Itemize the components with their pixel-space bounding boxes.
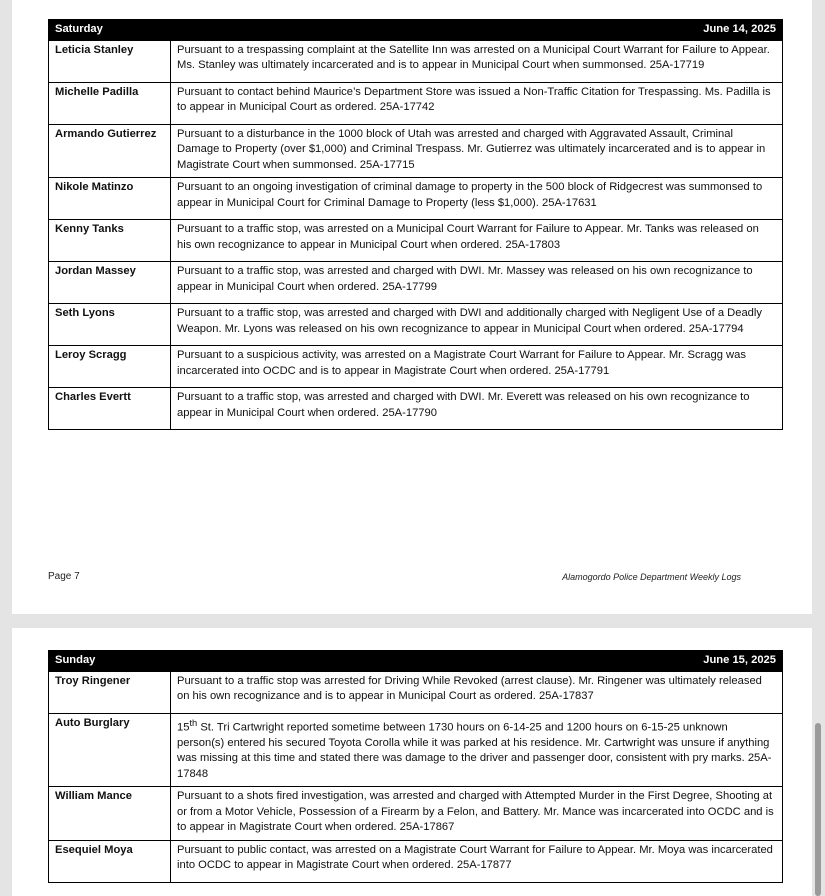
table-row	[49, 124, 783, 178]
entry-name: William Mance	[49, 787, 171, 841]
entry-text: Pursuant to a traffic stop, was arrested on a Municipal Court Warrant for Failure to Appear. Mr. Tanks was released on his own recognizance to appear in Municipal Court when ordered. 25A-17803	[171, 220, 783, 262]
day-date: June 14, 2025	[171, 20, 783, 41]
entry-name: Armando Gutierrez	[49, 124, 171, 178]
entry-name: Jordan Massey	[49, 262, 171, 304]
table-row	[49, 840, 783, 882]
sunday-log-table	[48, 650, 783, 883]
entry-name: Esequiel Moya	[49, 840, 171, 882]
day-label: Sunday	[49, 651, 171, 672]
entry-name: Michelle Padilla	[49, 82, 171, 124]
table-row	[49, 40, 783, 82]
day-date: June 15, 2025	[171, 651, 783, 672]
entry-name: Seth Lyons	[49, 304, 171, 346]
day-header-row	[49, 651, 783, 672]
table-row	[49, 713, 783, 787]
entry-text: Pursuant to a traffic stop, was arrested and charged with DWI and additionally charged with Negligent Use of a Deadly Weapon. Mr. Lyons was released on his own recognizance to appear in Municipal Court when ordered. 25A-17794	[171, 304, 783, 346]
vertical-scrollbar[interactable]	[815, 723, 821, 896]
entry-name: Auto Burglary	[49, 713, 171, 787]
entry-text: Pursuant to a disturbance in the 1000 block of Utah was arrested and charged with Aggravated Assault, Criminal Damage to Property (over $1,000) and Criminal Trespass. Mr. Gutierrez was ultimately incarcerated and is to appear in Magistrate Court when summonsed. 25A-17715	[171, 124, 783, 178]
page-number: Page 7	[48, 571, 80, 582]
entry-text: Pursuant to contact behind Maurice’s Department Store was issued a Non-Traffic Citation for Trespassing. Ms. Padilla is to appear in Municipal Court as ordered. 25A-17742	[171, 82, 783, 124]
entry-name: Charles Evertt	[49, 388, 171, 430]
footer-title: Alamogordo Police Department Weekly Logs	[562, 572, 741, 582]
street-number: 15	[177, 721, 190, 734]
table-row	[49, 220, 783, 262]
entry-text: Pursuant to a traffic stop, was arrested and charged with DWI. Mr. Massey was released on his own recognizance to appear in Municipal Court when ordered. 25A-17799	[171, 262, 783, 304]
table-row	[49, 178, 783, 220]
entry-name: Leticia Stanley	[49, 40, 171, 82]
table-row	[49, 82, 783, 124]
day-header-row	[49, 20, 783, 41]
entry-name: Nikole Matinzo	[49, 178, 171, 220]
table-row	[49, 262, 783, 304]
table-row	[49, 346, 783, 388]
table-row	[49, 671, 783, 713]
entry-name: Troy Ringener	[49, 671, 171, 713]
entry-text: Pursuant to a traffic stop, was arrested and charged with DWI. Mr. Everett was released on his own recognizance to appear in Municipal Court when ordered. 25A-17790	[171, 388, 783, 430]
document-page-7	[12, 0, 812, 614]
entry-text: Pursuant to a traffic stop was arrested for Driving While Revoked (arrest clause). Mr. Ringener was ultimately released on his own recognizance and is to appear in Municipal Court as ordered. 25A-17837	[171, 671, 783, 713]
entry-text: Pursuant to a shots fired investigation, was arrested and charged with Attempted Murder in the First Degree, Shooting at or from a Motor Vehicle, Possession of a Firearm by a Felon, and Battery. Mr. Mance was incarcerated into OCDC and is to appear in Magistrate Court when ordered. 25A-17867	[171, 787, 783, 841]
table-row	[49, 388, 783, 430]
entry-text: Pursuant to an ongoing investigation of criminal damage to property in the 500 block of Ridgecrest was summonsed to appear in Municipal Court for Criminal Damage to Property (less $1,000). 25A-17631	[171, 178, 783, 220]
day-label: Saturday	[49, 20, 171, 41]
saturday-log-table	[48, 19, 783, 430]
table-row	[49, 787, 783, 841]
table-row	[49, 304, 783, 346]
entry-text-body: St. Tri Cartwright reported sometime between 1730 hours on 6-14-25 and 1200 hours on 6-15-25 unknown person(s) entered his secured Toyota Corolla while it was parked at his residence. Mr. Cartwright was unsure if anything was missing at this time and stated there was damage to the driver and passenger door, consistent with pry marks. 25A-17848	[177, 721, 772, 780]
entry-name: Kenny Tanks	[49, 220, 171, 262]
entry-text: Pursuant to a suspicious activity, was arrested on a Magistrate Court Warrant for Failure to Appear. Mr. Scragg was incarcerated into OCDC and is to appear in Magistrate Court when ordered. 25A-17791	[171, 346, 783, 388]
document-page-8	[12, 628, 812, 896]
entry-text: Pursuant to public contact, was arrested on a Magistrate Court Warrant for Failure to Appear. Mr. Moya was incarcerated into OCDC to appear in Magistrate Court when ordered. 25A-17877	[171, 840, 783, 882]
entry-text: Pursuant to a trespassing complaint at the Satellite Inn was arrested on a Municipal Court Warrant for Failure to Appear. Ms. Stanley was ultimately incarcerated and is to appear in Municipal Court when summonsed. 25A-17719	[171, 40, 783, 82]
entry-name: Leroy Scragg	[49, 346, 171, 388]
entry-text	[171, 713, 783, 787]
ordinal-suffix: th	[189, 717, 198, 728]
